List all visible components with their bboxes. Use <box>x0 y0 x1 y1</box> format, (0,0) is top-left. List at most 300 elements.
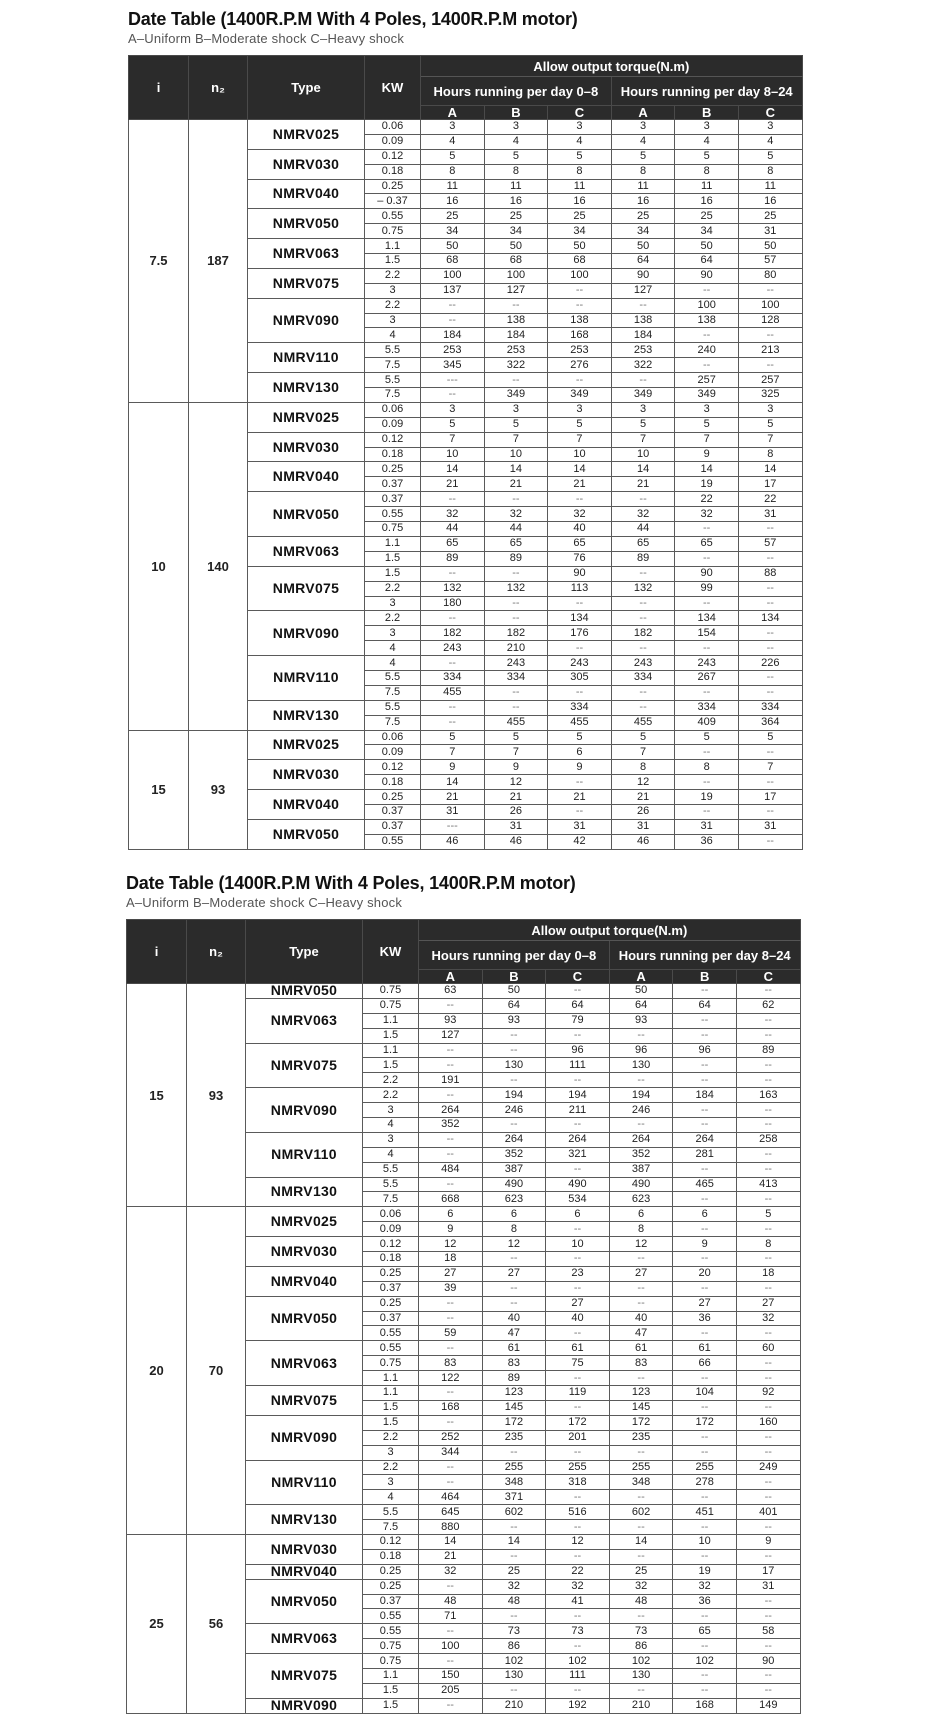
torque-c-8-24: 31 <box>736 1579 800 1594</box>
torque-a-8-24: 64 <box>611 254 675 269</box>
kw-cell: 1.5 <box>363 1683 419 1698</box>
torque-c-0-8: -- <box>548 596 612 611</box>
torque-b-0-8: 65 <box>484 536 548 551</box>
torque-a-8-24: -- <box>611 596 675 611</box>
torque-a-0-8: 344 <box>419 1445 483 1460</box>
torque-c-8-24: 8 <box>738 447 802 462</box>
torque-b-0-8: 61 <box>482 1341 546 1356</box>
kw-cell: – 0.37 <box>365 194 421 209</box>
kw-cell: 5.5 <box>365 700 421 715</box>
model-type-cell: NMRV075 <box>246 1386 363 1416</box>
torque-b-0-8: 132 <box>484 581 548 596</box>
torque-a-0-8: 39 <box>419 1281 483 1296</box>
torque-c-0-8: 10 <box>548 447 612 462</box>
torque-b-8-24: 154 <box>675 626 739 641</box>
header-b-moderate: B <box>482 970 546 984</box>
output-speed-cell: 93 <box>187 984 246 1207</box>
torque-a-0-8: -- <box>421 656 485 671</box>
torque-b-0-8: 32 <box>482 1579 546 1594</box>
torque-a-8-24: 34 <box>611 224 675 239</box>
torque-b-8-24: 172 <box>673 1415 737 1430</box>
torque-c-0-8: 5 <box>548 149 612 164</box>
output-speed-cell: 70 <box>187 1207 246 1535</box>
header-ratio: i <box>129 56 189 120</box>
torque-c-0-8: 68 <box>548 254 612 269</box>
torque-c-0-8: -- <box>548 283 612 298</box>
torque-a-8-24: -- <box>611 641 675 656</box>
torque-b-0-8: 68 <box>484 254 548 269</box>
torque-c-8-24: -- <box>738 641 802 656</box>
kw-cell: 2.2 <box>365 581 421 596</box>
torque-b-8-24: -- <box>673 1103 737 1118</box>
model-type-cell: NMRV040 <box>248 790 365 820</box>
torque-a-8-24: 6 <box>609 1207 673 1222</box>
torque-c-8-24: -- <box>736 984 800 999</box>
kw-cell: 1.5 <box>363 1698 419 1713</box>
torque-b-0-8: -- <box>484 611 548 626</box>
torque-c-8-24: 249 <box>736 1460 800 1475</box>
torque-c-8-24: 11 <box>738 179 802 194</box>
kw-cell: 0.09 <box>365 745 421 760</box>
torque-b-8-24: 36 <box>675 834 739 849</box>
kw-cell: 0.37 <box>365 804 421 819</box>
torque-b-0-8: 50 <box>484 239 548 254</box>
table-row <box>127 984 801 999</box>
torque-a-8-24: 83 <box>609 1356 673 1371</box>
kw-cell: 0.55 <box>365 834 421 849</box>
torque-c-8-24: -- <box>738 358 802 373</box>
torque-a-8-24: 3 <box>611 402 675 417</box>
torque-a-8-24: -- <box>611 700 675 715</box>
torque-a-0-8: 127 <box>419 1028 483 1043</box>
torque-c-8-24: 5 <box>736 1207 800 1222</box>
torque-a-8-24: 184 <box>611 328 675 343</box>
torque-c-0-8: 176 <box>548 626 612 641</box>
torque-a-0-8: -- <box>421 313 485 328</box>
torque-a-8-24: 194 <box>609 1088 673 1103</box>
model-type-cell: NMRV040 <box>248 462 365 492</box>
torque-c-0-8: 50 <box>548 239 612 254</box>
torque-a-8-24: 32 <box>609 1579 673 1594</box>
torque-c-0-8: 34 <box>548 224 612 239</box>
torque-a-0-8: 880 <box>419 1520 483 1535</box>
torque-b-0-8: 48 <box>482 1594 546 1609</box>
torque-a-8-24: 8 <box>611 760 675 775</box>
torque-c-0-8: 534 <box>546 1192 610 1207</box>
torque-c-0-8: -- <box>548 685 612 700</box>
torque-c-0-8: 31 <box>548 819 612 834</box>
torque-a-0-8: 464 <box>419 1490 483 1505</box>
torque-a-8-24: 127 <box>611 283 675 298</box>
model-type-cell: NMRV050 <box>248 819 365 849</box>
torque-a-0-8: -- <box>419 1698 483 1713</box>
torque-a-8-24: -- <box>609 1683 673 1698</box>
torque-a-0-8: 205 <box>419 1683 483 1698</box>
torque-b-8-24: 64 <box>673 998 737 1013</box>
torque-a-0-8: -- <box>419 1386 483 1401</box>
torque-a-8-24: 490 <box>609 1177 673 1192</box>
kw-cell: 0.18 <box>365 164 421 179</box>
torque-b-0-8: 490 <box>482 1177 546 1192</box>
kw-cell: 1.1 <box>365 239 421 254</box>
torque-c-0-8: -- <box>546 1252 610 1267</box>
torque-b-8-24: 334 <box>675 700 739 715</box>
torque-a-8-24: 12 <box>609 1237 673 1252</box>
torque-c-8-24: 17 <box>738 790 802 805</box>
torque-a-8-24: 21 <box>611 790 675 805</box>
torque-b-8-24: 31 <box>675 819 739 834</box>
torque-b-0-8: -- <box>482 1520 546 1535</box>
torque-c-8-24: 149 <box>736 1698 800 1713</box>
torque-c-8-24: -- <box>738 522 802 537</box>
torque-a-0-8: 50 <box>421 239 485 254</box>
model-type-cell: NMRV063 <box>248 239 365 269</box>
torque-c-0-8: 349 <box>548 388 612 403</box>
torque-a-8-24: 387 <box>609 1162 673 1177</box>
torque-b-8-24: -- <box>675 551 739 566</box>
torque-a-8-24: -- <box>609 1252 673 1267</box>
torque-b-0-8: 5 <box>484 730 548 745</box>
torque-a-8-24: 102 <box>609 1654 673 1669</box>
table-legend: A–Uniform B–Moderate shock C–Heavy shock <box>128 31 405 46</box>
torque-b-8-24: 240 <box>675 343 739 358</box>
torque-a-8-24: 352 <box>609 1147 673 1162</box>
torque-a-8-24: 138 <box>611 313 675 328</box>
kw-cell: 0.25 <box>363 1579 419 1594</box>
torque-c-0-8: -- <box>548 804 612 819</box>
kw-cell: 1.5 <box>365 566 421 581</box>
header-output-speed: n₂ <box>187 920 246 984</box>
torque-c-8-24: -- <box>736 1683 800 1698</box>
torque-a-8-24: 130 <box>609 1058 673 1073</box>
torque-b-8-24: -- <box>673 984 737 999</box>
kw-cell: 0.25 <box>363 1564 419 1579</box>
torque-b-0-8: 12 <box>484 775 548 790</box>
torque-a-0-8: 334 <box>421 670 485 685</box>
kw-cell: 0.25 <box>365 462 421 477</box>
torque-a-0-8: 46 <box>421 834 485 849</box>
torque-a-0-8: 12 <box>419 1237 483 1252</box>
torque-a-8-24: 246 <box>609 1103 673 1118</box>
torque-a-0-8: -- <box>419 1088 483 1103</box>
header-b-moderate: B <box>484 106 548 120</box>
torque-b-0-8: 130 <box>482 1058 546 1073</box>
torque-a-0-8: 4 <box>421 134 485 149</box>
torque-b-8-24: 19 <box>675 477 739 492</box>
torque-b-8-24: -- <box>673 1013 737 1028</box>
torque-b-8-24: 6 <box>673 1207 737 1222</box>
torque-a-0-8: 243 <box>421 641 485 656</box>
torque-a-0-8: -- <box>419 1132 483 1147</box>
torque-a-0-8: 122 <box>419 1371 483 1386</box>
torque-a-8-24: 455 <box>611 715 675 730</box>
torque-a-8-24: -- <box>609 1609 673 1624</box>
torque-a-8-24: 25 <box>611 209 675 224</box>
torque-c-8-24: 18 <box>736 1266 800 1281</box>
model-type-cell: NMRV050 <box>246 1579 363 1624</box>
torque-b-8-24: 267 <box>675 670 739 685</box>
header-c-heavy: C <box>548 106 612 120</box>
torque-b-0-8: 194 <box>482 1088 546 1103</box>
ratio-cell: 10 <box>129 402 189 730</box>
torque-b-0-8: 93 <box>482 1013 546 1028</box>
torque-c-8-24: 325 <box>738 388 802 403</box>
torque-b-8-24: -- <box>675 775 739 790</box>
kw-cell: 1.1 <box>363 1668 419 1683</box>
torque-c-0-8: 334 <box>548 700 612 715</box>
model-type-cell: NMRV025 <box>246 1207 363 1237</box>
torque-c-0-8: 21 <box>548 477 612 492</box>
torque-b-0-8: 4 <box>484 134 548 149</box>
header-allow-torque: Allow output torque(N.m) <box>421 56 803 77</box>
kw-cell: 3 <box>363 1103 419 1118</box>
torque-c-0-8: 27 <box>546 1296 610 1311</box>
torque-a-8-24: 7 <box>611 745 675 760</box>
torque-c-8-24: 25 <box>738 209 802 224</box>
torque-a-8-24: -- <box>609 1028 673 1043</box>
torque-a-8-24: 31 <box>611 819 675 834</box>
torque-a-8-24: 86 <box>609 1639 673 1654</box>
torque-b-8-24: 36 <box>673 1311 737 1326</box>
kw-cell: 5.5 <box>365 670 421 685</box>
torque-table <box>126 919 801 1714</box>
torque-c-8-24: 226 <box>738 656 802 671</box>
torque-c-0-8: 211 <box>546 1103 610 1118</box>
torque-b-0-8: 8 <box>484 164 548 179</box>
torque-a-8-24: 145 <box>609 1400 673 1415</box>
torque-c-0-8: -- <box>546 1609 610 1624</box>
torque-c-0-8: 41 <box>546 1594 610 1609</box>
torque-c-0-8: 3 <box>548 120 612 135</box>
torque-b-8-24: 50 <box>675 239 739 254</box>
model-type-cell: NMRV025 <box>248 402 365 432</box>
torque-c-0-8: -- <box>546 1028 610 1043</box>
torque-b-0-8: -- <box>482 1445 546 1460</box>
torque-b-8-24: -- <box>675 641 739 656</box>
torque-b-8-24: 90 <box>675 566 739 581</box>
torque-a-8-24: -- <box>609 1445 673 1460</box>
torque-c-0-8: 264 <box>546 1132 610 1147</box>
torque-c-8-24: 88 <box>738 566 802 581</box>
torque-c-0-8: 8 <box>548 164 612 179</box>
torque-c-8-24: -- <box>736 1222 800 1237</box>
kw-cell: 0.75 <box>363 1654 419 1669</box>
kw-cell: 5.5 <box>363 1177 419 1192</box>
torque-c-0-8: -- <box>546 1371 610 1386</box>
torque-a-8-24: -- <box>609 1118 673 1133</box>
torque-a-8-24: 73 <box>609 1624 673 1639</box>
torque-c-8-24: 7 <box>738 760 802 775</box>
kw-cell: 0.09 <box>365 134 421 149</box>
torque-c-8-24: -- <box>736 1281 800 1296</box>
model-type-cell: NMRV025 <box>248 120 365 150</box>
torque-b-0-8: 50 <box>482 984 546 999</box>
torque-c-0-8: 25 <box>548 209 612 224</box>
torque-c-0-8: 192 <box>546 1698 610 1713</box>
table-row <box>129 730 803 745</box>
torque-b-8-24: 184 <box>673 1088 737 1103</box>
torque-c-8-24: 213 <box>738 343 802 358</box>
torque-b-0-8: -- <box>482 1683 546 1698</box>
torque-c-8-24: 5 <box>738 417 802 432</box>
torque-a-0-8: 34 <box>421 224 485 239</box>
torque-c-0-8: 255 <box>546 1460 610 1475</box>
torque-c-0-8: -- <box>546 984 610 999</box>
torque-b-8-24: 90 <box>675 268 739 283</box>
torque-a-8-24: 27 <box>609 1266 673 1281</box>
torque-b-0-8: 25 <box>484 209 548 224</box>
torque-c-8-24: -- <box>738 596 802 611</box>
torque-c-0-8: 14 <box>548 462 612 477</box>
kw-cell: 7.5 <box>365 388 421 403</box>
torque-a-8-24: -- <box>609 1281 673 1296</box>
kw-cell: 3 <box>363 1132 419 1147</box>
kw-cell: 0.37 <box>365 819 421 834</box>
torque-c-0-8: 276 <box>548 358 612 373</box>
torque-c-8-24: -- <box>736 1445 800 1460</box>
torque-c-8-24: 16 <box>738 194 802 209</box>
torque-a-8-24: 235 <box>609 1430 673 1445</box>
data-table-section-1 <box>128 8 803 850</box>
torque-a-8-24: 349 <box>611 388 675 403</box>
kw-cell: 4 <box>363 1118 419 1133</box>
torque-a-0-8: 5 <box>421 149 485 164</box>
kw-cell: 7.5 <box>363 1520 419 1535</box>
torque-a-8-24: -- <box>609 1520 673 1535</box>
torque-c-8-24: -- <box>736 1549 800 1564</box>
torque-b-8-24: -- <box>673 1326 737 1341</box>
header-a-uniform: A <box>611 106 675 120</box>
kw-cell: 0.25 <box>363 1266 419 1281</box>
torque-b-0-8: -- <box>482 1609 546 1624</box>
torque-c-8-24: -- <box>736 1609 800 1624</box>
torque-b-8-24: 96 <box>673 1043 737 1058</box>
header-kw: KW <box>363 920 419 984</box>
torque-c-8-24: 334 <box>738 700 802 715</box>
model-type-cell: NMRV090 <box>248 298 365 343</box>
torque-b-8-24: 20 <box>673 1266 737 1281</box>
torque-b-0-8: 89 <box>482 1371 546 1386</box>
torque-b-8-24: 14 <box>675 462 739 477</box>
kw-cell: 0.12 <box>365 149 421 164</box>
torque-b-0-8: 264 <box>482 1132 546 1147</box>
torque-c-8-24: -- <box>736 1103 800 1118</box>
torque-a-8-24: 5 <box>611 417 675 432</box>
torque-a-0-8: 668 <box>419 1192 483 1207</box>
torque-c-8-24: 27 <box>736 1296 800 1311</box>
model-type-cell: NMRV050 <box>248 209 365 239</box>
torque-c-0-8: -- <box>548 641 612 656</box>
torque-b-8-24: 25 <box>675 209 739 224</box>
torque-c-0-8: 79 <box>546 1013 610 1028</box>
torque-c-0-8: 119 <box>546 1386 610 1401</box>
torque-c-8-24: 58 <box>736 1624 800 1639</box>
model-type-cell: NMRV030 <box>248 760 365 790</box>
torque-a-8-24: 47 <box>609 1326 673 1341</box>
header-b-moderate: B <box>675 106 739 120</box>
kw-cell: 2.2 <box>363 1430 419 1445</box>
torque-a-8-24: -- <box>611 373 675 388</box>
data-table-section-2 <box>126 872 801 1714</box>
torque-c-0-8: 138 <box>548 313 612 328</box>
torque-b-0-8: 34 <box>484 224 548 239</box>
torque-b-8-24: 61 <box>673 1341 737 1356</box>
table-title: Date Table (1400R.P.M With 4 Poles, 1400R.P.M motor) <box>128 9 578 29</box>
torque-c-0-8: 490 <box>546 1177 610 1192</box>
torque-b-8-24: -- <box>675 804 739 819</box>
torque-c-8-24: -- <box>736 1192 800 1207</box>
kw-cell: 0.55 <box>363 1341 419 1356</box>
torque-c-8-24: -- <box>736 1118 800 1133</box>
torque-a-8-24: 243 <box>611 656 675 671</box>
torque-a-8-24: 264 <box>609 1132 673 1147</box>
kw-cell: 5.5 <box>365 373 421 388</box>
torque-c-0-8: -- <box>546 1549 610 1564</box>
torque-c-0-8: 3 <box>548 402 612 417</box>
torque-b-8-24: 3 <box>675 120 739 135</box>
kw-cell: 2.2 <box>363 1088 419 1103</box>
torque-b-0-8: 182 <box>484 626 548 641</box>
output-speed-cell: 93 <box>189 730 248 849</box>
kw-cell: 0.75 <box>363 1639 419 1654</box>
model-type-cell: NMRV030 <box>246 1534 363 1564</box>
kw-cell: 0.37 <box>363 1281 419 1296</box>
torque-a-0-8: 31 <box>421 804 485 819</box>
torque-b-0-8: 255 <box>482 1460 546 1475</box>
header-hours-8-24: Hours running per day 8–24 <box>609 941 800 970</box>
torque-c-0-8: 134 <box>548 611 612 626</box>
torque-c-0-8: 243 <box>548 656 612 671</box>
kw-cell: 4 <box>365 328 421 343</box>
torque-b-0-8: -- <box>482 1252 546 1267</box>
torque-a-0-8: 32 <box>421 507 485 522</box>
model-type-cell: NMRV063 <box>246 1341 363 1386</box>
torque-c-8-24: 22 <box>738 492 802 507</box>
torque-a-0-8: 8 <box>421 164 485 179</box>
model-type-cell: NMRV130 <box>248 700 365 730</box>
torque-a-8-24: -- <box>609 1490 673 1505</box>
torque-b-0-8: 623 <box>482 1192 546 1207</box>
kw-cell: 0.18 <box>365 447 421 462</box>
kw-cell: 4 <box>363 1490 419 1505</box>
torque-c-8-24: -- <box>738 626 802 641</box>
torque-a-8-24: 93 <box>609 1013 673 1028</box>
torque-a-0-8: --- <box>421 373 485 388</box>
torque-b-0-8: 127 <box>484 283 548 298</box>
kw-cell: 1.5 <box>363 1415 419 1430</box>
torque-a-0-8: -- <box>419 1341 483 1356</box>
kw-cell: 0.12 <box>365 760 421 775</box>
torque-b-8-24: -- <box>673 1609 737 1624</box>
torque-b-8-24: -- <box>673 1162 737 1177</box>
torque-a-0-8: 253 <box>421 343 485 358</box>
torque-a-8-24: -- <box>611 685 675 700</box>
kw-cell: 0.55 <box>363 1624 419 1639</box>
torque-a-0-8: -- <box>419 1624 483 1639</box>
kw-cell: 0.37 <box>365 477 421 492</box>
torque-c-8-24: 60 <box>736 1341 800 1356</box>
torque-a-8-24: 210 <box>609 1698 673 1713</box>
torque-b-8-24: 349 <box>675 388 739 403</box>
torque-a-0-8: 18 <box>419 1252 483 1267</box>
torque-b-8-24: 65 <box>673 1624 737 1639</box>
torque-b-0-8: 14 <box>484 462 548 477</box>
torque-b-0-8: 455 <box>484 715 548 730</box>
torque-a-8-24: 50 <box>609 984 673 999</box>
torque-b-8-24: 278 <box>673 1475 737 1490</box>
torque-a-8-24: 130 <box>609 1668 673 1683</box>
kw-cell: 0.18 <box>363 1252 419 1267</box>
